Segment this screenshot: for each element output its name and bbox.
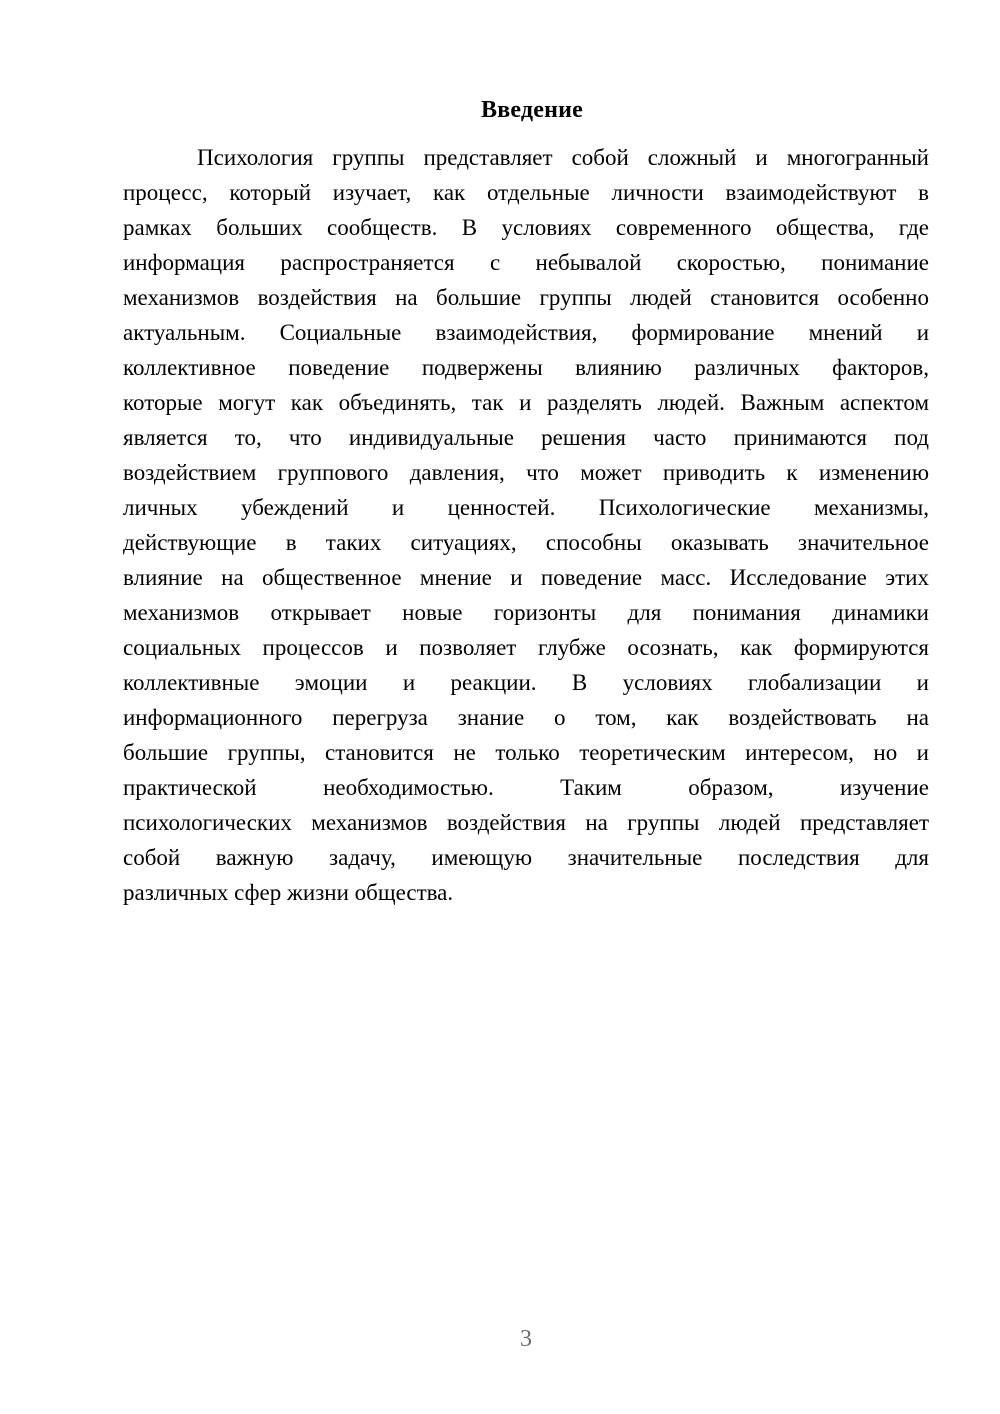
paragraph-line: различных сфер жизни общества. <box>123 880 454 905</box>
paragraph-line: действующие в таких ситуациях, способны оказывать значительное <box>123 530 929 555</box>
paragraph-line: собой важную задачу, имеющую значительные последствия для <box>123 845 929 870</box>
paragraph-line: механизмов воздействия на большие группы людей становится особенно <box>123 285 929 310</box>
paragraph-line: коллективные эмоции и реакции. В условиях глобализации и <box>123 670 929 695</box>
paragraph-line: психологических механизмов воздействия на группы людей представляет <box>123 810 929 835</box>
page-number: 3 <box>520 1326 532 1352</box>
paragraph-line: информация распространяется с небывалой скоростью, понимание <box>123 250 929 275</box>
paragraph-line: механизмов открывает новые горизонты для понимания динамики <box>123 600 929 625</box>
paragraph-line: коллективное поведение подвержены влиянию различных факторов, <box>123 355 929 380</box>
paragraph-line: воздействием группового давления, что может приводить к изменению <box>123 460 929 485</box>
paragraph-line: практической необходимостью. Таким образом, изучение <box>123 775 929 800</box>
paragraph-line: является то, что индивидуальные решения часто принимаются под <box>123 425 929 450</box>
page-title: Введение <box>480 97 583 123</box>
paragraph-line: процесс, который изучает, как отдельные личности взаимодействуют в <box>123 180 929 205</box>
paragraph-line: которые могут как объединять, так и разделять людей. Важным аспектом <box>123 390 929 415</box>
paragraph-line: социальных процессов и позволяет глубже осознать, как формируются <box>123 635 929 660</box>
paragraph-line: рамках больших сообществ. В условиях современного общества, где <box>123 215 929 240</box>
paragraph-line: большие группы, становится не только теоретическим интересом, но и <box>123 740 929 765</box>
paragraph-line: влияние на общественное мнение и поведение масс. Исследование этих <box>123 565 929 590</box>
paragraph-line: актуальным. Социальные взаимодействия, формирование мнений и <box>123 320 929 345</box>
paragraph-line: информационного перегруза знание о том, как воздействовать на <box>123 705 929 730</box>
intro-paragraph <box>123 140 929 910</box>
paragraph-line: Психология группы представляет собой сложный и многогранный <box>197 145 929 170</box>
paragraph-line: личных убеждений и ценностей. Психологические механизмы, <box>123 495 929 520</box>
